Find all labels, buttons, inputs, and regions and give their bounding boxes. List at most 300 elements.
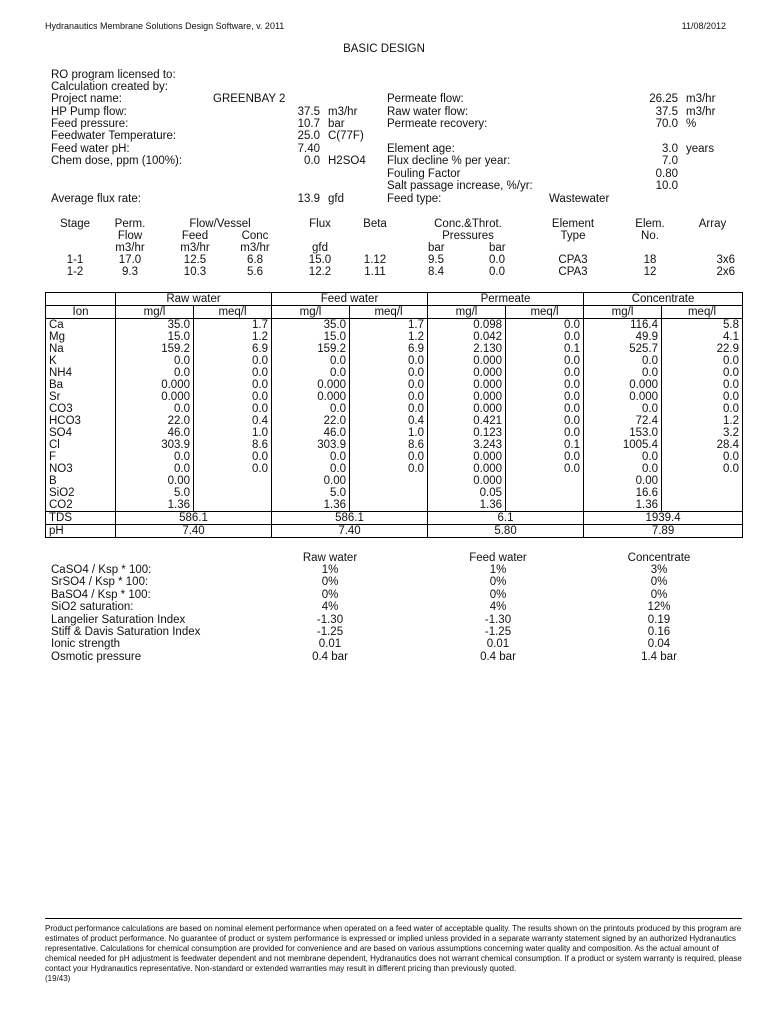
hp-value: 37.5 (297, 106, 320, 118)
stage-row-2-stage: 1-2 (66, 266, 84, 278)
ion-value: 0.0 (116, 355, 194, 367)
sat-feed: -1.30 (484, 613, 512, 626)
table-row (46, 379, 743, 391)
created-label: Calculation created by: (51, 81, 168, 93)
ph-value: 7.40 (297, 143, 320, 155)
stage-row-1-cp: 9.5 (428, 254, 444, 266)
perm-header: Perm. (114, 218, 146, 230)
ion-blank-header (46, 293, 116, 306)
stage-row-1-flux: 15.0 (308, 254, 332, 266)
temp-unit: C(77F) (328, 130, 364, 142)
ion-value (662, 475, 743, 487)
saturation-row (0, 601, 768, 613)
stage-row-1-feed: 12.5 (183, 254, 207, 266)
saturation-row (0, 564, 768, 576)
perm-unit: m3/hr (115, 242, 145, 254)
ion-value: 1.0 (350, 427, 428, 439)
stage-row-2-flux: 12.2 (308, 266, 332, 278)
ion-value: 0.0 (506, 391, 584, 403)
stage-row-1-conc: 6.8 (247, 254, 263, 266)
ion-value: 0.0 (194, 451, 272, 463)
ion-value: 0.0 (662, 451, 743, 463)
ion-value: 0.0 (194, 367, 272, 379)
ion-value: 0.0 (584, 463, 662, 475)
type-subheader: Type (560, 230, 586, 242)
saturation-row (0, 626, 768, 638)
stage-row-2-no: 12 (643, 266, 657, 278)
sat-conc: 3% (650, 564, 668, 576)
ion-value: 22.9 (662, 343, 743, 355)
ion-value (506, 499, 584, 512)
tds-label: TDS (46, 512, 116, 525)
sat-raw-header: Raw water (302, 552, 358, 564)
ion-value: 0.000 (428, 451, 506, 463)
table-row (46, 355, 743, 367)
ion-value: 0.0 (506, 451, 584, 463)
flux-label: Average flux rate: (51, 193, 141, 205)
sat-feed: -1.25 (484, 626, 512, 638)
pressures-subheader: Pressures (442, 230, 494, 242)
ion-value: 0.0 (194, 391, 272, 403)
sat-label: Langelier Saturation Index (51, 613, 186, 626)
page-title: BASIC DESIGN (343, 43, 425, 55)
ion-name: K (46, 355, 116, 367)
raw-meql-header: meq/l (194, 306, 272, 319)
table-row (46, 427, 743, 439)
project-label: Project name: (51, 93, 122, 105)
perm-flow-value: 26.25 (649, 93, 678, 105)
sat-raw: 1% (321, 564, 339, 576)
no-subheader: No. (641, 230, 659, 242)
table-row (46, 391, 743, 403)
ion-value: 1.36 (272, 499, 350, 512)
stage-row-2-cp: 8.4 (428, 266, 444, 278)
stage-row-1-tp: 0.0 (489, 254, 505, 266)
ion-header: Ion (46, 306, 116, 319)
concentrate-header: Concentrate (584, 293, 743, 306)
ion-value: 0.0 (506, 367, 584, 379)
ion-value: 0.0 (506, 379, 584, 391)
ion-value: 0.0 (350, 451, 428, 463)
ion-value: 0.421 (428, 415, 506, 427)
chem-value: 0.0 (304, 155, 320, 167)
ion-value: 0.000 (116, 379, 194, 391)
feed-water-header: Feed water (272, 293, 428, 306)
ion-value: 0.000 (272, 391, 350, 403)
perm-flow-unit: m3/hr (686, 93, 716, 105)
recovery-label: Permeate recovery: (387, 118, 488, 130)
tds-permeate: 6.1 (428, 512, 584, 525)
ion-value: 0.0 (506, 319, 584, 332)
array-header: Array (698, 218, 727, 230)
hp-label: HP Pump flow: (51, 106, 127, 118)
stage-header: Stage (59, 218, 91, 230)
tds-feed: 586.1 (272, 512, 428, 525)
ion-name: SiO2 (46, 487, 116, 499)
stage-row-2-tp: 0.0 (489, 266, 505, 278)
ion-value: 0.0 (506, 355, 584, 367)
sat-raw: -1.30 (316, 613, 344, 626)
flowvessel-header: Flow/Vessel (189, 218, 251, 230)
flow-subheader: Flow (117, 230, 143, 242)
ion-value: 0.0 (350, 355, 428, 367)
ion-value: 0.00 (116, 475, 194, 487)
sat-label: Stiff & Davis Saturation Index (51, 626, 201, 638)
tds-raw: 586.1 (116, 512, 272, 525)
ion-value: 0.000 (272, 379, 350, 391)
table-row (46, 463, 743, 475)
ion-table (45, 292, 743, 538)
sat-feed: 0.4 bar (480, 650, 516, 663)
disclaimer-text: Product performance calculations are based on nominal element performance when operated on a feed water of acceptable quality. The results shown on the printouts produced by this program are estimates of product performance. No guarantee of product or system performance is expressed or implied unless provided in a separate warranty statement signed by an authorized Hydranautics representative. Calculations for chemical consumption are provided for convenience and are based on various assumptions concerning water quality and composition. As the actual amount of chemical needed for pH adjustment is feedwater dependent and not membrane dependent, Hydranautics does not warrant chemical consumption. If a product or system warranty is required, please contact your Hydranautics representative. Non-standard or extended warranties may result in different pricing than previously quoted. (45, 924, 742, 973)
ion-value: 0.4 (194, 415, 272, 427)
sat-feed: 0% (489, 588, 507, 601)
recovery-unit: % (686, 118, 697, 130)
ion-value (662, 499, 743, 512)
ion-value: 0.000 (428, 379, 506, 391)
ion-value: 6.9 (350, 343, 428, 355)
ion-value: 49.9 (584, 331, 662, 343)
flux-header: Flux (309, 218, 331, 230)
sat-label: Ionic strength (51, 638, 121, 651)
sat-conc: 0.19 (647, 613, 671, 626)
report-date: 11/08/2012 (681, 21, 726, 31)
sat-raw: 0% (321, 588, 339, 601)
ion-value: 0.0 (584, 355, 662, 367)
ion-value: 0.0 (272, 463, 350, 475)
sat-feed: 4% (489, 601, 507, 614)
ion-value: 0.0 (662, 403, 743, 415)
sat-conc: 12% (647, 601, 671, 614)
ion-value: 0.000 (428, 475, 506, 487)
ion-value: 1.36 (428, 499, 506, 512)
ion-value (350, 499, 428, 512)
ion-value: 0.0 (662, 391, 743, 403)
ph-label: pH (46, 525, 116, 538)
ph-concentrate: 7.89 (584, 525, 743, 538)
conc-pressure-unit: bar (428, 242, 445, 254)
ion-name: CO2 (46, 499, 116, 512)
ion-value: 159.2 (272, 343, 350, 355)
saturation-row (0, 576, 768, 588)
ion-value: 0.0 (116, 463, 194, 475)
ion-value: 0.0 (116, 403, 194, 415)
ion-name: NO3 (46, 463, 116, 475)
saturation-row (0, 614, 768, 626)
sat-conc: 0% (650, 588, 668, 601)
recovery-value: 70.0 (655, 118, 678, 130)
ion-value: 0.042 (428, 331, 506, 343)
table-row (46, 439, 743, 451)
ion-value: 0.000 (116, 391, 194, 403)
sat-label: CaSO4 / Ksp * 100: (51, 564, 152, 576)
ion-value: 0.0 (350, 403, 428, 415)
ion-value: 0.0 (194, 403, 272, 415)
ion-value: 22.0 (116, 415, 194, 427)
stage-row-2-feed: 10.3 (183, 266, 207, 278)
ion-value: 0.0 (194, 355, 272, 367)
ion-value: 1.2 (194, 331, 272, 343)
licensed-label: RO program licensed to: (51, 69, 176, 81)
stage-row-1-perm: 17.0 (118, 254, 142, 266)
ion-value: 5.8 (662, 319, 743, 332)
saturation-row (0, 651, 768, 663)
ion-name: Ba (46, 379, 116, 391)
ion-value: 35.0 (272, 319, 350, 332)
stage-row-2-perm: 9.3 (122, 266, 138, 278)
perm-flow-label: Permeate flow: (387, 93, 464, 105)
ion-value: 0.0 (272, 355, 350, 367)
ion-value: 0.1 (506, 439, 584, 451)
fouling-value: 0.80 (655, 168, 678, 180)
ion-value: 303.9 (272, 439, 350, 451)
feed-mgl-header: mg/l (272, 306, 350, 319)
ion-name: Ca (46, 319, 116, 332)
sat-label: Osmotic pressure (51, 650, 142, 663)
ion-value: 0.0 (506, 463, 584, 475)
feedp-value: 10.7 (297, 118, 320, 130)
table-row (46, 475, 743, 487)
table-row (46, 367, 743, 379)
ion-value: 35.0 (116, 319, 194, 332)
sat-conc: 0.16 (647, 626, 671, 638)
ion-value: 0.0 (272, 403, 350, 415)
stage-row-1-array: 3x6 (716, 254, 735, 266)
sat-conc-header: Concentrate (627, 552, 691, 564)
ion-value: 0.1 (506, 343, 584, 355)
saturation-row (0, 589, 768, 601)
ion-value (194, 487, 272, 499)
ion-value: 0.0 (350, 391, 428, 403)
ion-value: 1.0 (194, 427, 272, 439)
temp-value: 25.0 (297, 130, 320, 142)
decline-label: Flux decline % per year: (387, 155, 511, 167)
ion-value: 1.2 (350, 331, 428, 343)
ph-row (46, 525, 743, 538)
raw-flow-label: Raw water flow: (387, 106, 469, 118)
feed-unit: m3/hr (180, 242, 210, 254)
ion-value: 5.0 (116, 487, 194, 499)
ion-value: 0.0 (662, 379, 743, 391)
ion-value: 0.0 (662, 463, 743, 475)
ion-value: 0.098 (428, 319, 506, 332)
ion-value: 0.0 (350, 367, 428, 379)
age-unit: years (686, 143, 715, 155)
hp-unit: m3/hr (328, 106, 358, 118)
ion-value: 0.0 (116, 451, 194, 463)
ion-value: 0.0 (506, 331, 584, 343)
ion-name: Na (46, 343, 116, 355)
ion-value: 8.6 (350, 439, 428, 451)
throt-pressure-unit: bar (489, 242, 506, 254)
stage-row-1-no: 18 (643, 254, 657, 266)
ion-value: 0.000 (428, 367, 506, 379)
ion-value (194, 499, 272, 512)
ion-value: 0.0 (272, 367, 350, 379)
ion-value: 0.0 (272, 451, 350, 463)
disclaimer-footer (45, 918, 742, 984)
stage-row-1-type: CPA3 (558, 254, 588, 266)
feedtype-value: Wastewater (549, 193, 610, 205)
ion-value: 303.9 (116, 439, 194, 451)
ion-value (194, 475, 272, 487)
raw-mgl-header: mg/l (116, 306, 194, 319)
table-row (46, 343, 743, 355)
ph-permeate: 5.80 (428, 525, 584, 538)
ion-value: 1.7 (194, 319, 272, 332)
ion-name: NH4 (46, 367, 116, 379)
ion-value: 15.0 (116, 331, 194, 343)
sat-raw: 4% (321, 601, 339, 614)
ion-name: Mg (46, 331, 116, 343)
ph-feed: 7.40 (272, 525, 428, 538)
flux-unit: gfd (312, 242, 328, 254)
ion-value: 72.4 (584, 415, 662, 427)
ion-value: 1005.4 (584, 439, 662, 451)
ion-name: SO4 (46, 427, 116, 439)
ion-value: 0.0 (194, 379, 272, 391)
sat-raw: 0% (321, 576, 339, 589)
decline-value: 7.0 (662, 155, 678, 167)
sat-conc: 0% (650, 576, 668, 589)
chem-unit: H2SO4 (328, 155, 366, 167)
ion-value: 1.36 (116, 499, 194, 512)
sat-feed: 0% (489, 576, 507, 589)
sat-feed: 1% (489, 564, 507, 576)
ion-value: 0.000 (428, 463, 506, 475)
ion-value: 0.00 (272, 475, 350, 487)
conc-mgl-header: mg/l (584, 306, 662, 319)
ion-value: 0.0 (350, 379, 428, 391)
ion-value: 0.0 (194, 463, 272, 475)
elem-header: Elem. (635, 218, 665, 230)
table-row (46, 451, 743, 463)
ion-value: 5.0 (272, 487, 350, 499)
age-label: Element age: (387, 143, 455, 155)
ion-value: 0.0 (506, 415, 584, 427)
salt-label: Salt passage increase, %/yr: (387, 180, 533, 192)
ion-value: 0.0 (350, 463, 428, 475)
ion-value: 28.4 (662, 439, 743, 451)
stage-row-2-conc: 5.6 (247, 266, 263, 278)
ion-value: 0.000 (428, 403, 506, 415)
ion-value: 0.0 (584, 367, 662, 379)
ion-value: 6.9 (194, 343, 272, 355)
conc-throt-header: Conc.&Throt. (434, 218, 502, 230)
table-row (46, 487, 743, 499)
sat-raw: -1.25 (316, 626, 344, 638)
ion-value: 116.4 (584, 319, 662, 332)
ion-value: 46.0 (272, 427, 350, 439)
ion-name: CO3 (46, 403, 116, 415)
ion-value: 525.7 (584, 343, 662, 355)
stage-row-2-type: CPA3 (558, 266, 588, 278)
raw-flow-value: 37.5 (655, 106, 678, 118)
age-value: 3.0 (662, 143, 678, 155)
feedtype-label: Feed type: (387, 193, 442, 205)
sat-conc: 1.4 bar (641, 650, 677, 663)
ion-value: 0.4 (350, 415, 428, 427)
ion-value (506, 475, 584, 487)
table-row (46, 319, 743, 332)
ion-value: 15.0 (272, 331, 350, 343)
sat-raw: 0.4 bar (312, 650, 348, 663)
flux-value: 13.9 (297, 193, 320, 205)
ion-value (506, 487, 584, 499)
ion-value: 0.000 (428, 391, 506, 403)
ion-value: 0.0 (584, 451, 662, 463)
sat-raw: 0.01 (318, 638, 342, 651)
ion-value: 0.05 (428, 487, 506, 499)
conc-meql-header: meq/l (662, 306, 743, 319)
ion-value: 0.0 (506, 427, 584, 439)
saturation-header-row (0, 552, 768, 564)
feed-subheader: Feed (181, 230, 209, 242)
ion-value: 16.6 (584, 487, 662, 499)
ion-value: 153.0 (584, 427, 662, 439)
ion-value: 0.000 (584, 391, 662, 403)
perm-meql-header: meq/l (506, 306, 584, 319)
raw-water-header: Raw water (116, 293, 272, 306)
table-row (46, 331, 743, 343)
stage-row-1-stage: 1-1 (66, 254, 84, 266)
perm-mgl-header: mg/l (428, 306, 506, 319)
tds-concentrate: 1939.4 (584, 512, 743, 525)
ion-value (350, 475, 428, 487)
ion-name: Cl (46, 439, 116, 451)
stage-row-1-beta: 1.12 (363, 254, 387, 266)
ion-value: 1.2 (662, 415, 743, 427)
ion-name: B (46, 475, 116, 487)
sat-feed: 0.01 (486, 638, 510, 651)
sat-label: SiO2 saturation: (51, 601, 134, 614)
ion-value: 159.2 (116, 343, 194, 355)
beta-header: Beta (363, 218, 387, 230)
project-value: GREENBAY 2 (213, 93, 286, 105)
conc-subheader: Conc (241, 230, 269, 242)
salt-value: 10.0 (655, 180, 678, 192)
element-header: Element (551, 218, 595, 230)
ion-value: 0.000 (584, 379, 662, 391)
table-row (46, 499, 743, 512)
sat-label: SrSO4 / Ksp * 100: (51, 576, 149, 589)
feedp-unit: bar (328, 118, 345, 130)
fouling-label: Fouling Factor (387, 168, 461, 180)
chem-label: Chem dose, ppm (100%): (51, 155, 183, 167)
ion-value: 0.0 (116, 367, 194, 379)
feed-meql-header: meq/l (350, 306, 428, 319)
ion-value: 1.36 (584, 499, 662, 512)
permeate-header: Permeate (428, 293, 584, 306)
ion-value: 0.000 (428, 355, 506, 367)
ion-value: 4.1 (662, 331, 743, 343)
ion-value: 46.0 (116, 427, 194, 439)
ion-name: HCO3 (46, 415, 116, 427)
tds-row (46, 512, 743, 525)
temp-label: Feedwater Temperature: (51, 130, 177, 142)
ion-value: 3.243 (428, 439, 506, 451)
table-row (46, 403, 743, 415)
ion-value (662, 487, 743, 499)
raw-flow-unit: m3/hr (686, 106, 716, 118)
ion-name: Sr (46, 391, 116, 403)
stage-row-2-array: 2x6 (716, 266, 735, 278)
ion-value: 8.6 (194, 439, 272, 451)
flux-unit: gfd (328, 193, 344, 205)
conc-unit: m3/hr (240, 242, 270, 254)
ion-value: 0.0 (662, 367, 743, 379)
ph-label: Feed water pH: (51, 143, 130, 155)
